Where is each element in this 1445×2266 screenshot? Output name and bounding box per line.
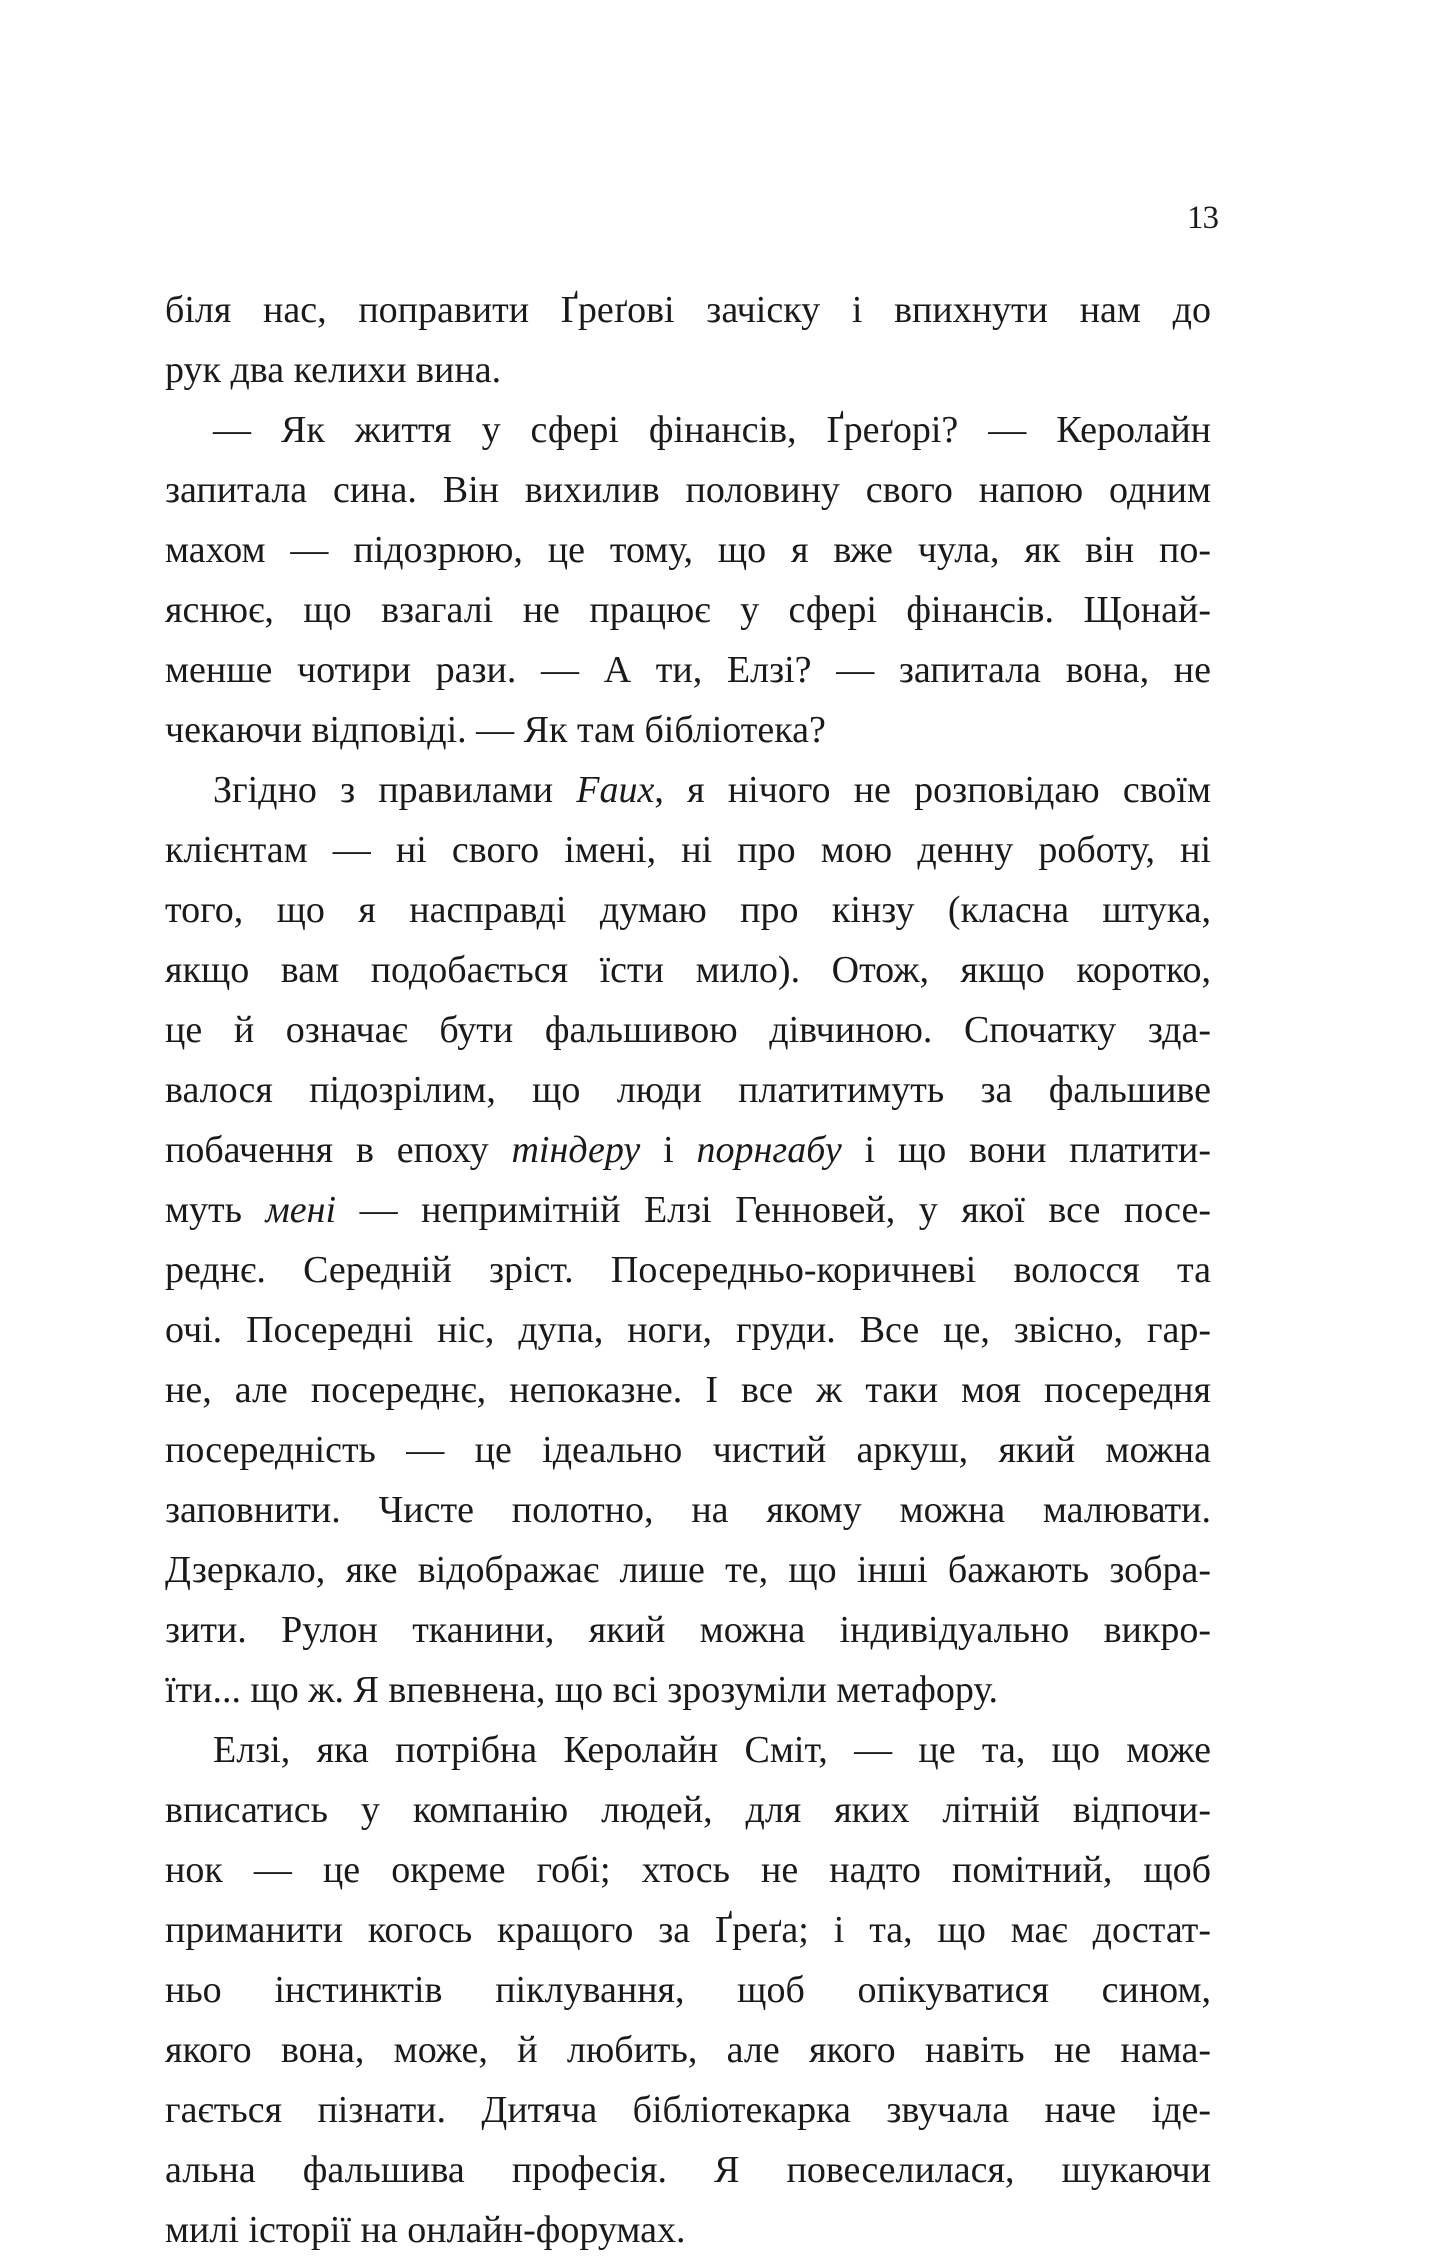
text-run: реднє. Середній зріст. Посередньо-коричневі волосся та	[165, 1249, 1211, 1291]
text-line	[165, 1960, 1211, 2020]
text-line	[165, 640, 1211, 700]
page-number: 13	[1187, 200, 1218, 236]
text-run: їти... що ж. Я впевнена, що всі зрозуміли метафору.	[165, 1669, 999, 1711]
text-run: Елзі, яка потрібна Керолайн Сміт, — це та, що може	[213, 1729, 1211, 1771]
text-run: вписатись у компанію людей, для яких літній відпочи-	[165, 1789, 1211, 1831]
text-run: чекаючи відповіді. — Як там бібліотека?	[165, 709, 826, 751]
text-run: — непримітній Елзі Генновей, у якої все посе-	[336, 1189, 1211, 1231]
text-run: махом — підозрюю, це тому, що я вже чула, як він по-	[165, 529, 1211, 571]
text-run: менше чотири рази. — А ти, Елзі? — запитала вона, не	[165, 649, 1211, 691]
text-line	[165, 2200, 1211, 2260]
text-run: зити. Рулон тканини, який можна індивідуально викро-	[165, 1609, 1211, 1651]
text-run: запитала сина. Він вихилив половину свого напою одним	[165, 469, 1211, 511]
text-run: не, але посереднє, непоказне. І все ж таки моя посередня	[165, 1369, 1211, 1411]
text-line	[165, 1300, 1211, 1360]
text-run: приманити когось кращого за Ґреґа; і та, що має достат-	[165, 1909, 1211, 1951]
paragraph	[165, 760, 1211, 1720]
text-line	[165, 400, 1211, 460]
text-run: побачення в епоху	[165, 1129, 512, 1171]
text-run: альна фальшива професія. Я повеселилася, шукаючи	[165, 2149, 1211, 2191]
text-run: нок — це окреме гобі; хтось не надто помітний, щоб	[165, 1849, 1211, 1891]
text-run: це й означає бути фальшивою дівчиною. Спочатку зда-	[165, 1009, 1211, 1051]
text-line	[165, 340, 1211, 400]
text-run: гається пізнати. Дитяча бібліотекарка звучала наче іде-	[165, 2089, 1211, 2131]
text-line	[165, 1180, 1211, 1240]
text-run: муть	[165, 1189, 266, 1231]
text-line	[165, 1540, 1211, 1600]
body-text	[165, 280, 1211, 2260]
text-run: Згідно з правилами	[213, 769, 577, 811]
text-run: , я нічого не розповідаю своїм	[654, 769, 1211, 811]
text-line	[165, 700, 1211, 760]
text-run: Дзеркало, яке відображає лише те, що інші бажають зобра-	[165, 1549, 1211, 1591]
text-line	[165, 2080, 1211, 2140]
text-line	[165, 1480, 1211, 1540]
text-line	[165, 1840, 1211, 1900]
text-line	[165, 580, 1211, 640]
paragraph	[165, 280, 1211, 400]
text-run: посередність — це ідеально чистий аркуш, який можна	[165, 1429, 1211, 1471]
paragraph	[165, 400, 1211, 760]
text-line	[165, 280, 1211, 340]
text-run: біля нас, поправити Ґреґові зачіску і впихнути нам до	[165, 289, 1211, 331]
paragraph	[165, 1720, 1211, 2260]
text-line	[165, 2020, 1211, 2080]
text-run: ньо інстинктів піклування, щоб опікуватися сином,	[165, 1969, 1211, 2011]
text-line	[165, 1600, 1211, 1660]
text-run: того, що я насправді думаю про кінзу (класна штука,	[165, 889, 1211, 931]
text-run: і	[640, 1129, 697, 1171]
text-run: очі. Посередні ніс, дупа, ноги, груди. Все це, звісно, гар-	[165, 1309, 1211, 1351]
text-line	[165, 1420, 1211, 1480]
text-line	[165, 2140, 1211, 2200]
text-run: милі історії на онлайн-форумах.	[165, 2209, 686, 2251]
text-line	[165, 460, 1211, 520]
text-run: клієнтам — ні свого імені, ні про мою денну роботу, ні	[165, 829, 1211, 871]
text-run: якого вона, може, й любить, але якого навіть не нама-	[165, 2029, 1211, 2071]
text-line	[165, 940, 1211, 1000]
text-line	[165, 1360, 1211, 1420]
text-line	[165, 1000, 1211, 1060]
italic-term: порнгабу	[696, 1129, 842, 1171]
text-run: — Як життя у сфері фінансів, Ґреґорі? — Керолайн	[213, 409, 1211, 451]
italic-term: Faux	[576, 769, 655, 811]
text-line	[165, 1720, 1211, 1780]
text-line	[165, 520, 1211, 580]
text-run: яснює, що взагалі не працює у сфері фінансів. Щонай-	[165, 589, 1211, 631]
text-run: рук два келихи вина.	[165, 349, 502, 391]
text-line	[165, 760, 1211, 820]
italic-term: тіндеру	[511, 1129, 641, 1171]
text-run: якщо вам подобається їсти мило). Отож, якщо коротко,	[165, 949, 1211, 991]
text-line	[165, 1900, 1211, 1960]
italic-term: мені	[265, 1189, 337, 1231]
text-line	[165, 1780, 1211, 1840]
text-line	[165, 1060, 1211, 1120]
text-run: і що вони платити-	[841, 1129, 1211, 1171]
text-line	[165, 820, 1211, 880]
text-line	[165, 880, 1211, 940]
text-line	[165, 1120, 1211, 1180]
text-line	[165, 1240, 1211, 1300]
text-run: валося підозрілим, що люди платитимуть за фальшиве	[165, 1069, 1211, 1111]
text-line	[165, 1660, 1211, 1720]
text-run: заповнити. Чисте полотно, на якому можна малювати.	[165, 1489, 1211, 1531]
